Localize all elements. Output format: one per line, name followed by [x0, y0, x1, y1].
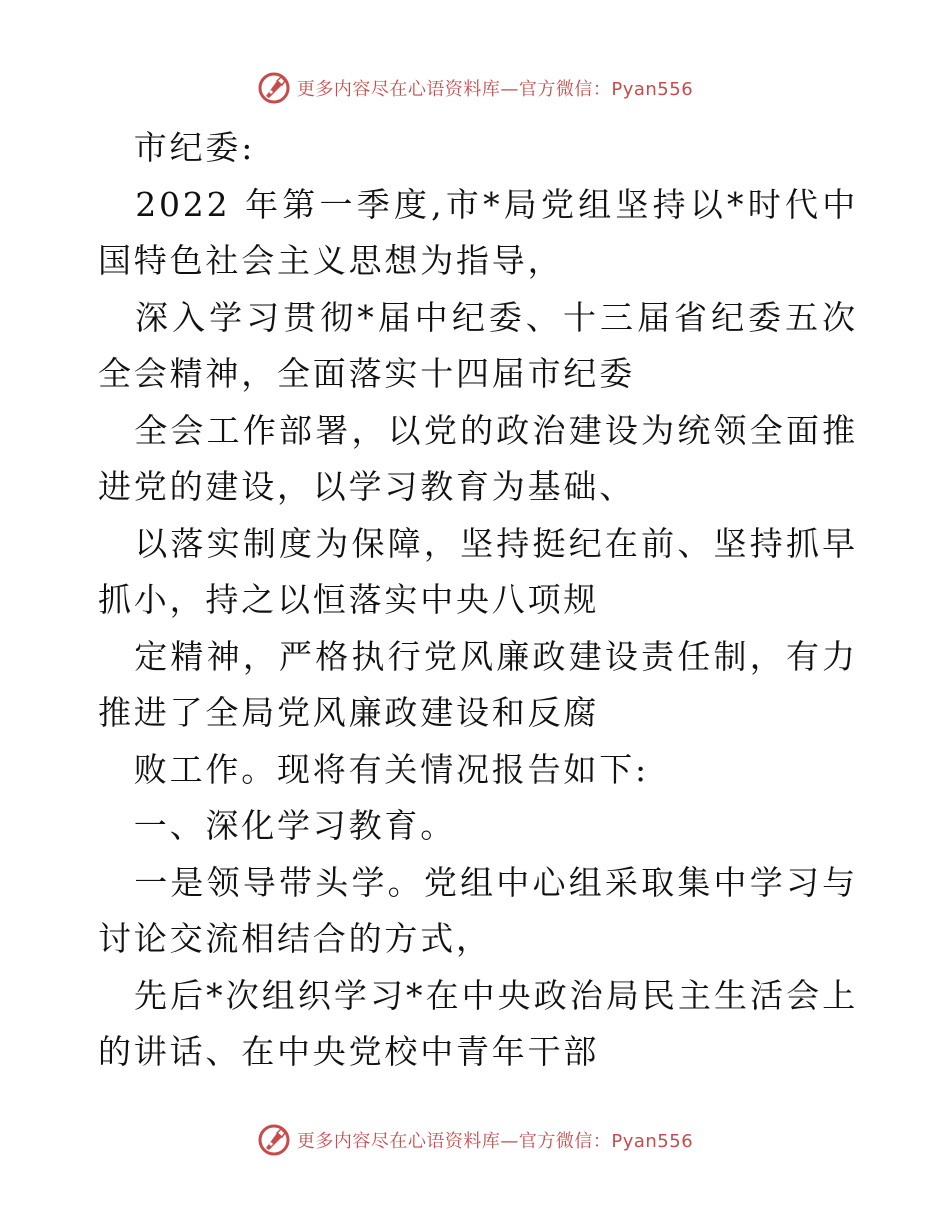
- document-body: [98, 120, 858, 1081]
- paragraph-6: 败工作。现将有关情况报告如下:: [98, 749, 649, 789]
- paragraph-5: 定精神，严格执行党风廉政建设责任制，有力推进了全局党风廉政建设和反腐: [98, 636, 858, 732]
- header-banner-text: 更多内容尽在心语资料库—官方微信：Pyan556: [296, 79, 694, 100]
- pen-nib-logo-icon: [257, 71, 291, 105]
- paragraph-4: 以落实制度为保障，坚持挺纪在前、坚持抓早抓小，持之以恒落实中央八项规: [98, 523, 858, 619]
- paragraph-7: 一是领导带头学。党组中心组采取集中学习与讨论交流相结合的方式，: [98, 862, 858, 958]
- paragraph-3: 全会工作部署，以党的政治建设为统领全面推进党的建设，以学习教育为基础、: [98, 410, 858, 506]
- section-heading-1: 一、深化学习教育。: [98, 806, 456, 845]
- footer-watermark-banner: [0, 1120, 950, 1160]
- paragraph-2: 深入学习贯彻*届中纪委、十三届省纪委五次全会精神，全面落实十四届市纪委: [98, 297, 858, 393]
- footer-banner-text: 更多内容尽在心语资料库—官方微信：Pyan556: [296, 1131, 694, 1152]
- paragraph-1: 2022 年第一季度,市*局党组坚持以*时代中国特色社会主义思想为指导，: [98, 184, 858, 280]
- header-watermark-banner: [0, 68, 950, 108]
- paragraph-8: 先后*次组织学习*在中央政治局民主生活会上的讲话、在中央党校中青年干部: [98, 975, 858, 1071]
- pen-nib-logo-icon: [257, 1123, 291, 1157]
- paragraph-salutation: 市纪委:: [98, 128, 256, 167]
